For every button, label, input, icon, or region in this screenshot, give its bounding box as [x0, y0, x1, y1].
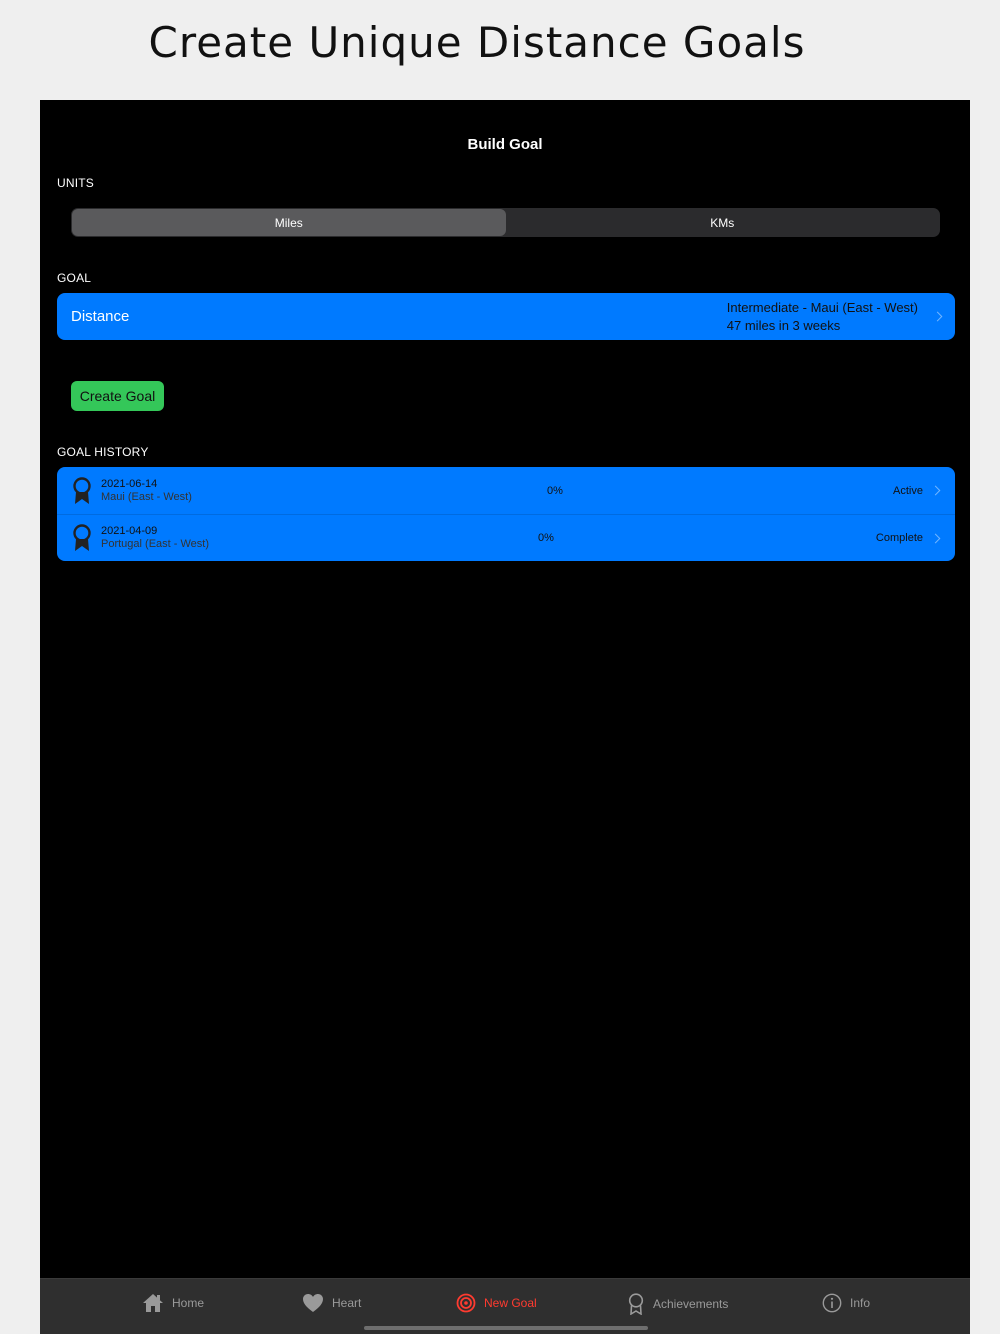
history-item-status: Complete: [875, 532, 923, 544]
history-item-date: 2021-04-09: [101, 525, 158, 537]
home-indicator: [364, 1326, 648, 1330]
award-icon: [627, 1293, 645, 1315]
history-item-percent: 0%: [538, 532, 554, 544]
history-item-text: [101, 478, 192, 504]
goal-detail-route: Intermediate - Maui (East - West): [726, 299, 918, 315]
history-item-place: Maui (East - West): [101, 490, 192, 503]
goal-section-header: GOAL: [57, 271, 92, 285]
award-icon: [71, 524, 93, 552]
tab-home[interactable]: [142, 1293, 204, 1313]
goal-history-list: [57, 467, 955, 561]
goal-history-section-header: GOAL HISTORY: [57, 445, 149, 459]
page-title: Build Goal: [467, 136, 543, 153]
goal-history-row[interactable]: [57, 467, 955, 514]
history-item-percent: 0%: [547, 484, 563, 497]
tab-heart[interactable]: [302, 1293, 361, 1313]
history-item-text: [101, 525, 209, 551]
tab-new-goal[interactable]: [456, 1293, 537, 1313]
units-segmented-control: [71, 208, 940, 237]
tab-achievements[interactable]: [627, 1293, 728, 1315]
heart-icon: [302, 1293, 324, 1313]
tab-home-label: Home: [172, 1296, 205, 1310]
goal-history-row[interactable]: [57, 514, 955, 561]
info-icon: [822, 1293, 842, 1313]
tab-achievements-label: Achievements: [653, 1297, 729, 1311]
chevron-right-icon: [931, 534, 941, 544]
units-segment-miles[interactable]: Miles: [72, 209, 506, 236]
chevron-right-icon: [933, 312, 943, 322]
history-item-date: 2021-06-14: [101, 477, 158, 490]
create-goal-button[interactable]: Create Goal: [71, 381, 164, 411]
goal-detail-summary: 47 miles in 3 weeks: [726, 317, 841, 333]
tab-info-label: Info: [850, 1296, 871, 1310]
goal-distance-row[interactable]: [57, 293, 955, 340]
chevron-right-icon: [931, 486, 941, 496]
history-item-status: Active: [893, 484, 923, 497]
tab-bar: [40, 1278, 970, 1334]
promo-title: Create Unique Distance Goals: [148, 18, 806, 67]
app-screen: [40, 100, 970, 1334]
tab-new-goal-label: New Goal: [484, 1296, 537, 1310]
tab-heart-label: Heart: [332, 1296, 362, 1310]
tab-info[interactable]: [822, 1293, 870, 1313]
units-section-header: UNITS: [57, 176, 94, 190]
target-icon: [456, 1293, 476, 1313]
history-item-place: Portugal (East - West): [101, 538, 209, 550]
award-icon: [71, 477, 93, 505]
goal-detail: [727, 299, 918, 335]
units-segment-kms[interactable]: KMs: [710, 215, 735, 230]
goal-distance-label: Distance: [71, 308, 130, 325]
home-icon: [142, 1293, 164, 1313]
